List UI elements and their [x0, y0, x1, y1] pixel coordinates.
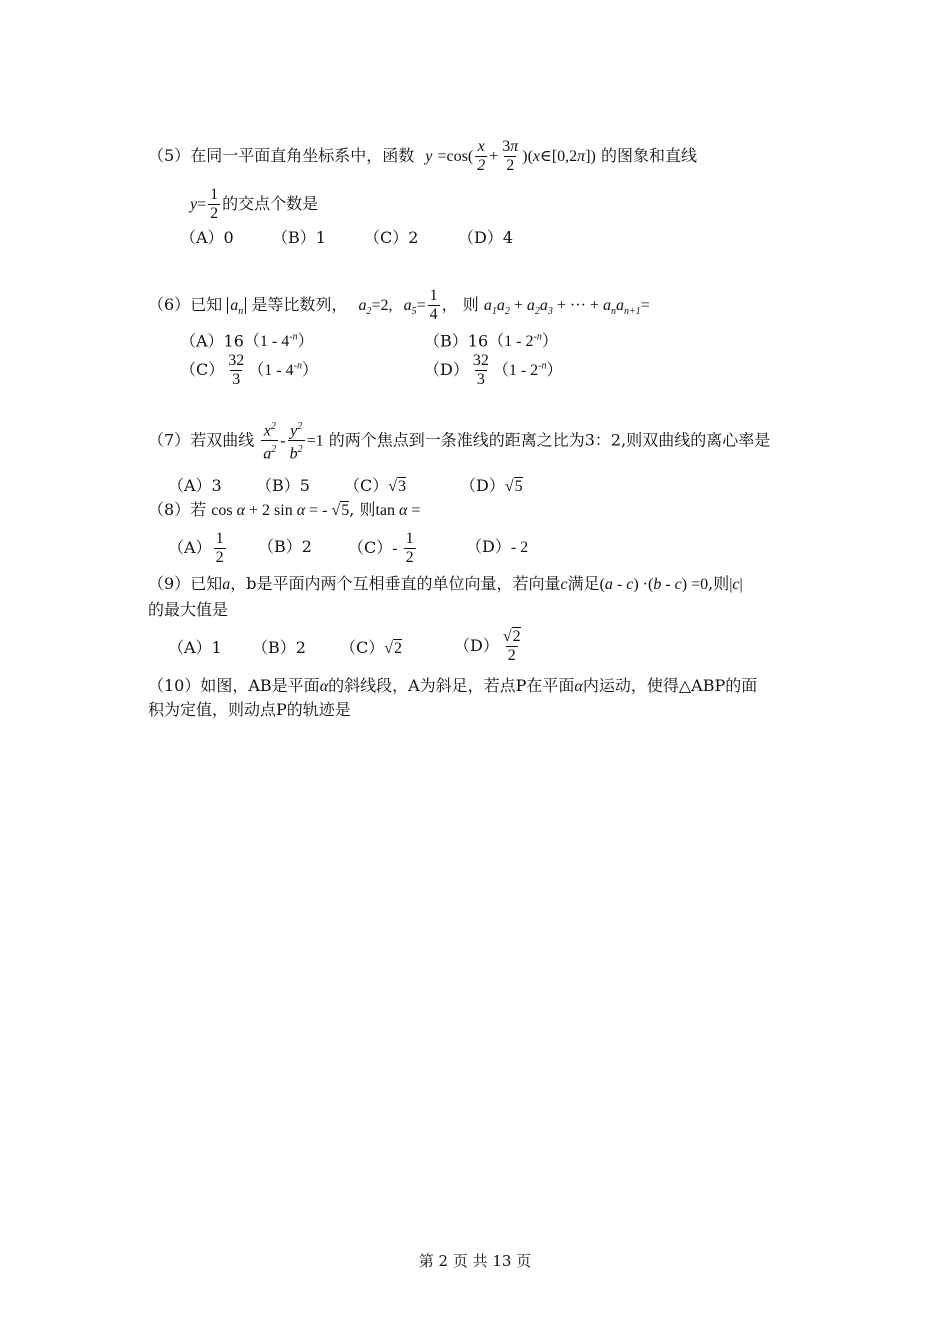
page-footer: 第 2 页 共 13 页 [418, 1252, 532, 1270]
q5-option-a: （A）0 [180, 228, 234, 247]
q6-option-a: $(A)16(1 - 4^{-n})$ [180, 331, 314, 351]
question-7: （7）若双曲线 $\frac{x^2}{a^2}$ - $\frac{y^2}{b^2}$ =1 的两个焦点到一条准线的距离之比为3：2,则双曲线的离心率是 [148, 421, 771, 463]
q5-option-b: （B）1 [272, 228, 326, 247]
q9-option-a: （A）1 [168, 638, 222, 657]
question-5-line-2: y= $\frac{1}{2}$ 的交点个数是 [190, 186, 319, 222]
q5-formula: y [425, 148, 433, 165]
q6-option-c: （C） $\frac{32}{3}$ $(1 - 4^{-n})$ [180, 352, 318, 388]
question-5: （5）在同一平面直角坐标系中，函数 y =cos( $\frac{x}{2}$ + $\frac{3\pi}{2}$ )(x∈[0,2π]) 的图象和直线 [148, 138, 697, 174]
q8-option-c: （C）- $\frac{1}{2}$ [348, 530, 414, 566]
q9-option-d: （D） $\frac{√2}{2}$ [454, 628, 521, 664]
q7-option-b: （B）5 [256, 476, 310, 495]
q7-option-c: （C）√3 [344, 476, 407, 495]
q8-option-d: （D）- 2 [466, 537, 529, 556]
q6-option-d: （D） $\frac{32}{3}$ $(1 - 2^{-n})$ [424, 352, 563, 388]
question-10-line-2: 积为定值，则动点P的轨迹是 [148, 700, 351, 719]
question-9: （9）已知a，b是平面内两个互相垂直的单位向量，若向量c满足(a - c) ·(b - c) =0,则|c| [148, 574, 743, 593]
q8-option-b: （B）2 [258, 537, 312, 556]
q5-option-c: （C）2 [364, 228, 419, 247]
question-10: （10）如图，AB是平面α的斜线段，A为斜足，若点P在平面α内运动，使得△ABP的面 [148, 676, 758, 695]
q7-option-a: （A）3 [168, 476, 222, 495]
q7-option-d: （D）√5 [460, 476, 523, 495]
question-9-line-2: 的最大值是 [148, 600, 229, 619]
q9-option-c: （C）√2 [340, 638, 403, 657]
q5-option-d: （D）4 [458, 228, 514, 247]
question-6: （6）已知 $a_n$ 是等比数列， $a_2=2$, $a_5=$ $\frac{1}{4}$ ， 则 $a_1a_2 + a_2a_3$ + ··· + $a_na_{n+1}=$ [148, 287, 650, 323]
q9-option-b: （B）2 [252, 638, 306, 657]
q8-option-a: （A） $\frac{1}{2}$ [168, 530, 224, 566]
q6-option-b: $(B)16(1 - 2^{-n})$ [424, 331, 558, 351]
question-8: （8）若 cos α + 2 sin α = - √5, 则tan α = [148, 500, 421, 519]
